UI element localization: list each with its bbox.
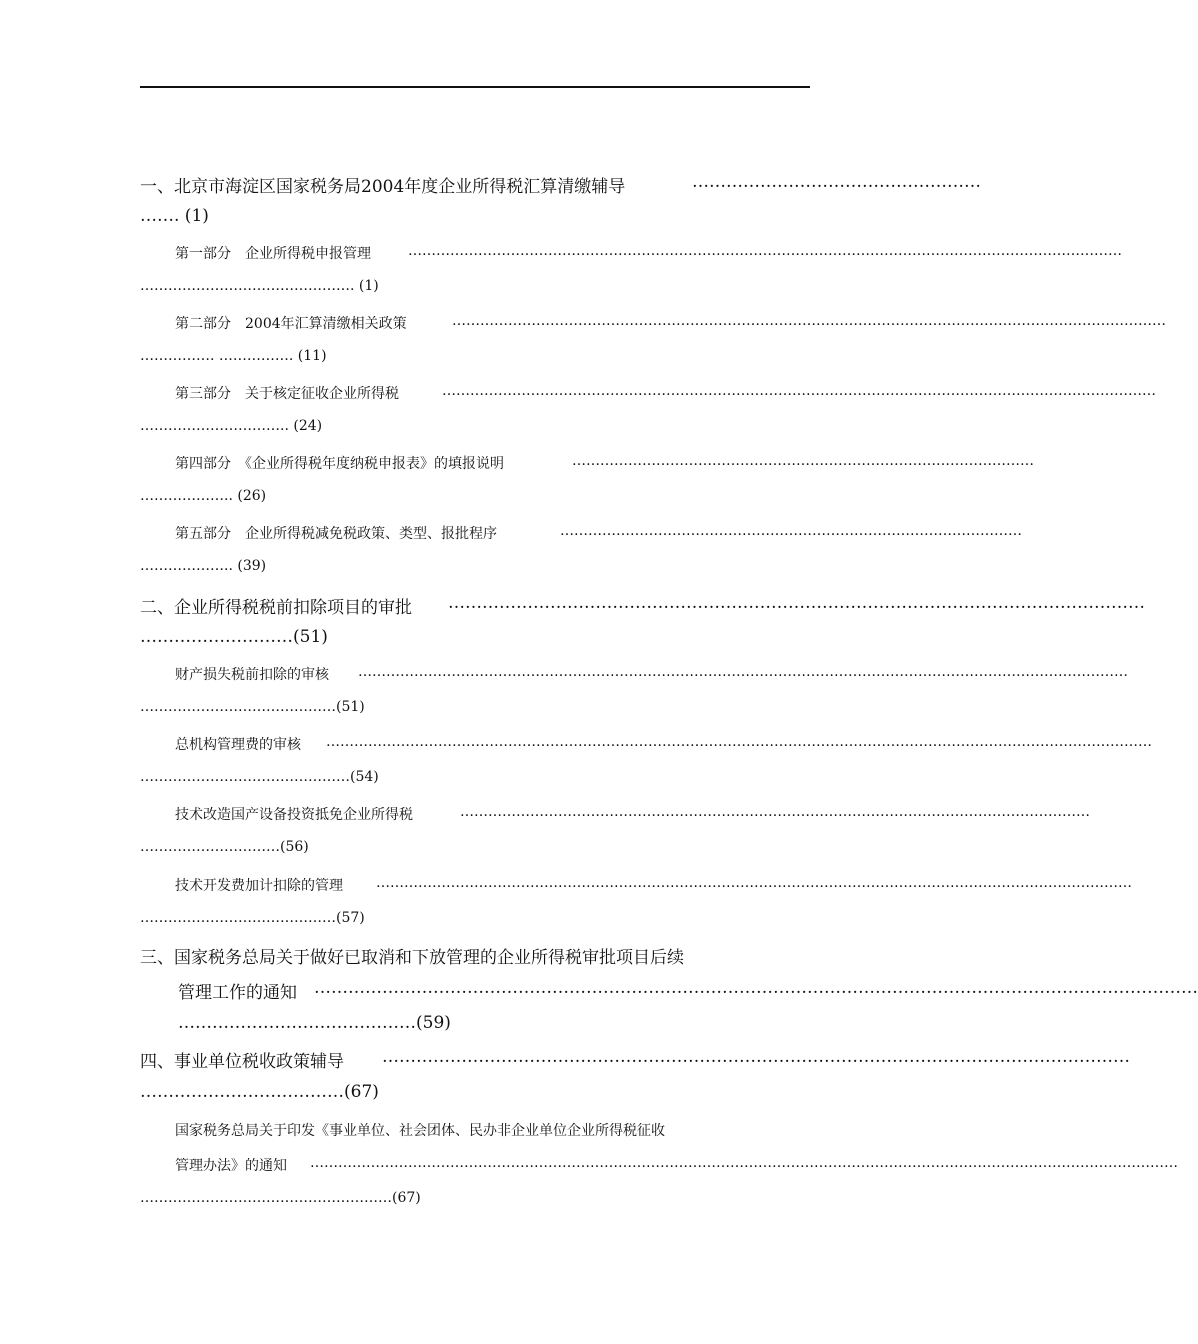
toc-entry-tail: ……. (1) — [140, 206, 209, 226]
toc-leader-dots: …………………………………………………………………………………………………………… — [448, 593, 1145, 613]
toc-leader-dots: ……………………………………………………………………………………………………………………………………… — [408, 243, 1122, 259]
toc-entry-tail: ………………………….. (24) — [140, 418, 323, 434]
toc-entry-tail: ………………………(51) — [140, 627, 328, 647]
toc-minor-entry-title[interactable]: 第二部分 2004年汇算清缴相关政策 — [175, 316, 407, 332]
toc-entry-tail: ……………………………………(51) — [140, 699, 365, 715]
toc-minor-entry-title[interactable]: 第三部分 关于核定征收企业所得税 — [175, 386, 399, 402]
toc-entry-tail: ……………….. (39) — [140, 558, 267, 574]
toc-leader-dots: ……………………………………………………………………………………………………………………… — [460, 804, 1090, 820]
toc-major-entry-title-continued[interactable]: 管理工作的通知 — [178, 983, 297, 1003]
toc-minor-entry-title-continued[interactable]: 管理办法》的通知 — [175, 1158, 287, 1174]
toc-leader-dots: …………………………………………………………………………………………………………………… — [382, 1047, 1130, 1067]
toc-minor-entry-title[interactable]: 总机构管理费的审核 — [175, 737, 301, 753]
toc-leader-dots: ……………………………………………………………………………………………………………………………………… — [452, 313, 1166, 329]
toc-major-entry-title[interactable]: 二、企业所得税税前扣除项目的审批 — [140, 598, 412, 618]
toc-minor-entry-title[interactable]: 国家税务总局关于印发《事业单位、社会团体、民办非企业单位企业所得税征收 — [175, 1123, 665, 1139]
toc-entry-tail: ………………………………………. (1) — [140, 278, 379, 294]
toc-leader-dots: ……………………………………………………………………………………………………………………………………………… — [376, 875, 1132, 891]
toc-minor-entry-title[interactable]: 第一部分 企业所得税申报管理 — [175, 246, 371, 262]
toc-leader-dots: …………………………………………………………………………………………………………………………………………………………………… — [310, 1155, 1178, 1171]
toc-minor-entry-title[interactable]: 第四部分 《企业所得税年度纳税申报表》的填报说明 — [175, 456, 504, 472]
toc-entry-tail: ……………………………………(57) — [140, 910, 365, 926]
toc-entry-tail: ………………………………………………(67) — [140, 1190, 421, 1206]
toc-leader-dots: ……………………………………………………………………………………… — [560, 523, 1022, 539]
toc-entry-tail: ………………………………………(54) — [140, 769, 379, 785]
toc-minor-entry-title[interactable]: 第五部分 企业所得税减免税政策、类型、报批程序 — [175, 526, 497, 542]
toc-entry-tail: …………………………(56) — [140, 839, 309, 855]
toc-minor-entry-title[interactable]: 技术改造国产设备投资抵免企业所得税 — [175, 807, 413, 823]
toc-leader-dots: ……………………………………………………………………………………… — [572, 453, 1034, 469]
toc-major-entry-title[interactable]: 一、北京市海淀区国家税务局2004年度企业所得税汇算清缴辅导 — [140, 177, 626, 197]
toc-major-entry-title[interactable]: 四、事业单位税收政策辅导 — [140, 1052, 344, 1072]
toc-entry-tail: ……………. ……………. (11) — [140, 348, 327, 364]
toc-entry-tail: ………………………………(67) — [140, 1082, 379, 1102]
toc-leader-dots: ………………………………………………………………………………………………………………………………………………… — [358, 664, 1128, 680]
toc-leader-dots: ……………………………………………………………………………………………………………………………………… — [442, 383, 1156, 399]
toc-entry-tail: ……………….. (26) — [140, 488, 267, 504]
toc-major-entry-title[interactable]: 三、国家税务总局关于做好已取消和下放管理的企业所得税审批项目后续 — [140, 948, 684, 968]
toc-entry-tail: ……………………………………(59) — [178, 1013, 451, 1033]
toc-leader-dots: …………………………………………………………………………………………………………………………………………………………… — [326, 734, 1152, 750]
toc-leader-dots: ………………………………………………………………………………………………………………………………………… — [314, 978, 1198, 998]
toc-leader-dots: …………………………………………… — [692, 172, 981, 192]
toc-minor-entry-title[interactable]: 技术开发费加计扣除的管理 — [175, 878, 343, 894]
toc-minor-entry-title[interactable]: 财产损失税前扣除的审核 — [175, 667, 329, 683]
